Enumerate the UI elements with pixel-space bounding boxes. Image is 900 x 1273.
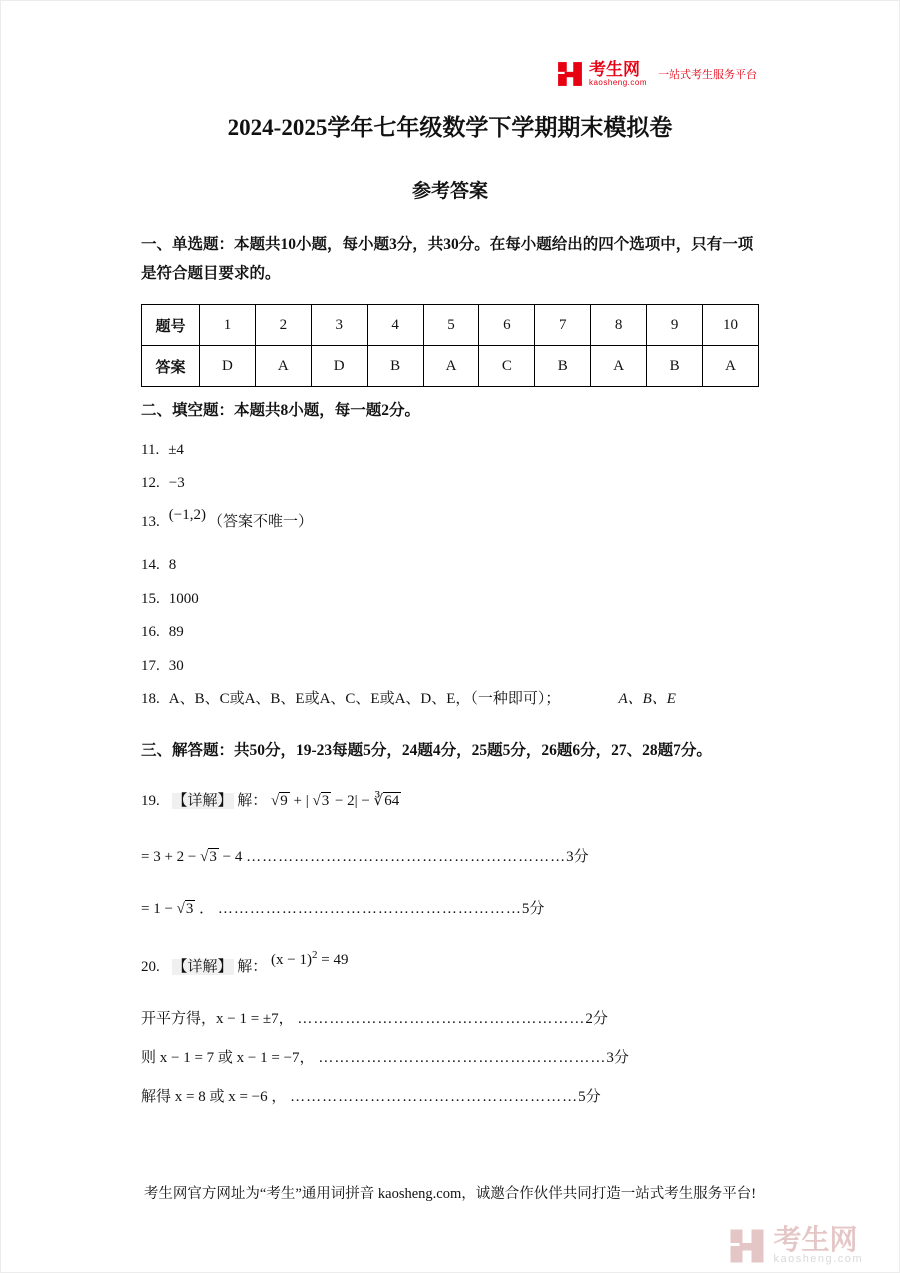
item-number: 11. — [141, 441, 160, 458]
row-label-answer: 答案 — [142, 346, 200, 387]
kaosheng-watermark-icon — [729, 1228, 765, 1264]
solution-20-line-1 — [141, 1008, 759, 1030]
item-answer: A、B、C或A、B、E或A、C、E或A、D、E，（一种即可）； — [168, 691, 561, 708]
question-number-cell: 9 — [647, 305, 703, 346]
brand-text — [589, 61, 647, 87]
table-row-question-numbers — [142, 305, 759, 346]
answer-cell: B — [647, 346, 703, 387]
choice-answer-table — [141, 304, 759, 387]
question-number-cell: 1 — [200, 305, 256, 346]
sqrt-term: √9 — [271, 792, 288, 809]
dot-leader: ……………………………………………… — [297, 1010, 586, 1027]
item-answer: (−1,2) — [168, 507, 206, 524]
solution-19-line-1: = 3 + 2 − √3 − 4 ……………………………………………………3分 — [141, 848, 589, 865]
brand-name: 考生网 — [588, 60, 640, 79]
expression-20: $(x - 1)^2 = 49$ — [271, 948, 349, 968]
answer-cell: A — [423, 346, 479, 387]
question-number-cell: 5 — [423, 305, 479, 346]
problem-number: 19. — [141, 792, 160, 809]
answer-cell: A — [703, 346, 759, 387]
blank-answer-16 — [141, 623, 759, 642]
item-note: （答案不唯一） — [207, 514, 313, 531]
blank-answer-13 — [141, 507, 759, 532]
blank-answer-15 — [141, 590, 759, 609]
question-number-cell: 6 — [479, 305, 535, 346]
problem-number: 20. — [141, 958, 160, 975]
watermark-text — [773, 1225, 863, 1266]
blank-answer-list — [141, 441, 759, 710]
item-number: 14. — [141, 557, 160, 574]
answer-cell: B — [535, 346, 591, 387]
solution-19-line-2: = 1 − √3 ． …………………………………………………5分 — [141, 900, 545, 917]
answer-cell: B — [367, 346, 423, 387]
score-label: 3分 — [566, 848, 589, 865]
solution-20-line-2 — [141, 1047, 759, 1069]
question-number-cell: 8 — [591, 305, 647, 346]
answer-cell: D — [311, 346, 367, 387]
question-number-cell: 4 — [367, 305, 423, 346]
blank-answer-14 — [141, 556, 759, 575]
step-text: 解得 x = 8 或 x = −6 ， — [141, 1088, 287, 1105]
blank-answer-12 — [141, 474, 759, 493]
step-text: 开平方得，x − 1 = ±7， — [141, 1010, 294, 1027]
kaosheng-watermark — [729, 1225, 863, 1266]
answer-cell: D — [200, 346, 256, 387]
expression-19: √9 + | √3 − 2| − ∛64 — [271, 792, 400, 809]
solution-lead: 解： — [237, 792, 268, 809]
dot-leader: …………………………………………………… — [246, 848, 567, 865]
item-answer-extra: A、B、E — [618, 691, 676, 708]
solution-lead: 解： — [237, 958, 268, 975]
section-choice-heading: 一、单选题：本题共10小题，每小题3分，共30分。在每小题给出的四个选项中，只有一项是符合题目要求的。 — [141, 236, 754, 282]
score-label: 2分 — [585, 1010, 608, 1027]
solution-20-line-3 — [141, 1086, 759, 1108]
table-row-answers — [142, 346, 759, 387]
item-number: 18. — [141, 691, 160, 708]
question-number-cell: 2 — [255, 305, 311, 346]
question-number-cell: 10 — [703, 305, 759, 346]
dot-leader: ………………………………………………… — [217, 900, 522, 917]
solution-20-head — [141, 948, 759, 978]
step-text: 则 x − 1 = 7 或 x − 1 = −7， — [141, 1049, 315, 1066]
item-answer: 30 — [168, 657, 184, 674]
item-answer: 1000 — [168, 590, 199, 607]
watermark-domain: kaosheng.com — [773, 1253, 863, 1266]
dot-leader: ……………………………………………… — [290, 1088, 579, 1105]
item-answer: ±4 — [168, 441, 184, 458]
watermark-name: 考生网 — [773, 1224, 858, 1256]
brand-tagline: 一站式考生服务平台 — [658, 69, 757, 82]
sqrt-term: √3 — [200, 848, 217, 865]
section-blank-heading: 二、填空题：本题共8小题，每一题2分。 — [141, 402, 421, 420]
document-content — [1, 1, 899, 1108]
item-answer: 89 — [168, 624, 184, 641]
item-number: 17. — [141, 657, 160, 674]
kaosheng-logo — [557, 61, 757, 87]
sqrt-term: √3 — [176, 900, 194, 917]
blank-answer-11 — [141, 441, 759, 460]
question-number-cell: 3 — [311, 305, 367, 346]
score-label: 5分 — [521, 900, 545, 917]
answer-cell: A — [591, 346, 647, 387]
detail-tag: 【详解】 — [172, 792, 233, 809]
row-label-question: 题号 — [142, 305, 200, 346]
item-number: 16. — [141, 624, 160, 641]
section-solution-heading: 三、解答题：共50分，19-23每题5分，24题4分，25题5分，26题6分，27、28题7分。 — [141, 742, 712, 760]
item-answer: −3 — [168, 475, 185, 492]
answer-cell: A — [255, 346, 311, 387]
question-number-cell: 7 — [535, 305, 591, 346]
item-number: 13. — [141, 514, 160, 531]
score-label: 3分 — [606, 1049, 629, 1066]
kaosheng-logo-icon — [557, 61, 583, 87]
item-number: 15. — [141, 590, 160, 607]
cbrt-term: ∛64 — [373, 792, 400, 809]
score-label: 5分 — [578, 1088, 601, 1105]
item-number: 12. — [141, 475, 160, 492]
page-subtitle: 参考答案 — [411, 181, 488, 202]
solution-19-head — [141, 790, 759, 812]
footer-note: 考生网官方网址为“考生”通用词拼音 kaosheng.com，诚邀合作伙伴共同打造一站式考生服务平台! — [143, 1185, 757, 1202]
page-title: 2024-2025学年七年级数学下学期期末模拟卷 — [227, 115, 673, 140]
answer-cell: C — [479, 346, 535, 387]
blank-answer-18 — [141, 690, 759, 709]
brand-domain: kaosheng.com — [588, 77, 647, 87]
item-answer: 8 — [168, 557, 177, 574]
sqrt-term: √3 — [312, 792, 330, 809]
dot-leader: ……………………………………………… — [318, 1049, 607, 1066]
detail-tag: 【详解】 — [172, 958, 233, 975]
blank-answer-17 — [141, 657, 759, 676]
